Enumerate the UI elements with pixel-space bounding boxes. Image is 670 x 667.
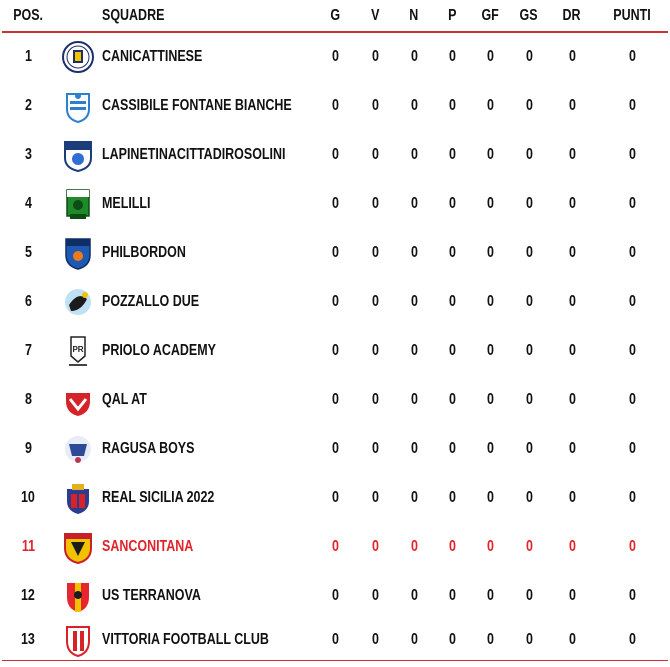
stat-v: 0: [371, 96, 379, 114]
philbordon-crest-icon: [61, 236, 95, 270]
stat-v: 0: [371, 292, 379, 310]
priolo-crest-icon: [61, 334, 95, 368]
stat-g: 0: [331, 586, 339, 604]
team-link[interactable]: CANICATTINESE: [102, 48, 203, 65]
stat-g: 0: [331, 145, 339, 163]
stat-g: 0: [331, 48, 339, 65]
stat-gf: 0: [486, 537, 494, 555]
stat-n: 0: [410, 292, 418, 310]
stat-n: 0: [410, 439, 418, 457]
stat-v: 0: [371, 488, 379, 506]
stat-gs: 0: [525, 341, 533, 359]
stat-v: 0: [371, 537, 379, 555]
team-logo-cell: [54, 571, 102, 620]
position-link[interactable]: 2: [24, 96, 32, 114]
stat-punti: 0: [628, 537, 636, 555]
stat-v: 0: [371, 145, 379, 163]
team-name-cell[interactable]: [102, 375, 314, 424]
stat-p: 0: [448, 194, 456, 212]
team-name-cell[interactable]: [102, 326, 314, 375]
stat-dr: 0: [568, 341, 576, 359]
stat-v: 0: [371, 586, 379, 604]
table-row: [2, 620, 668, 660]
stat-punti: 0: [628, 390, 636, 408]
table-row: [2, 277, 668, 326]
stat-p: 0: [448, 292, 456, 310]
position-link[interactable]: 1: [24, 48, 32, 65]
team-link[interactable]: POZZALLO DUE: [102, 292, 200, 310]
stat-dr: 0: [568, 48, 576, 65]
real-sicilia-crest-icon: [61, 481, 95, 515]
stat-punti: 0: [628, 488, 636, 506]
team-logo-cell: [54, 424, 102, 473]
stat-gs: 0: [525, 488, 533, 506]
team-logo-cell: [54, 81, 102, 130]
team-name-cell[interactable]: [102, 620, 314, 660]
stat-gf: 0: [486, 292, 494, 310]
team-logo-cell: [54, 228, 102, 277]
team-link[interactable]: VITTORIA FOOTBALL CLUB: [102, 630, 269, 648]
position-link[interactable]: 10: [21, 488, 35, 506]
stat-gf: 0: [486, 243, 494, 261]
col-logo: [54, 0, 102, 32]
team-link[interactable]: QAL AT: [102, 390, 147, 408]
stat-g: 0: [331, 537, 339, 555]
stat-dr: 0: [568, 439, 576, 457]
stat-g: 0: [331, 292, 339, 310]
stat-gs: 0: [525, 537, 533, 555]
table-row: [2, 375, 668, 424]
stat-punti: 0: [628, 243, 636, 261]
stat-p: 0: [448, 630, 456, 648]
terranova-crest-icon: [61, 579, 95, 613]
stat-punti: 0: [628, 145, 636, 163]
stat-g: 0: [331, 243, 339, 261]
stat-v: 0: [371, 439, 379, 457]
table-row: [2, 32, 668, 81]
team-logo-cell: [54, 32, 102, 81]
team-logo-cell: [54, 326, 102, 375]
position-link[interactable]: 4: [24, 194, 32, 212]
team-name-cell[interactable]: [102, 571, 314, 620]
col-pos: POS.: [2, 0, 54, 32]
stat-n: 0: [410, 630, 418, 648]
row-position[interactable]: [2, 32, 54, 81]
table-row: [2, 326, 668, 375]
stat-v: 0: [371, 194, 379, 212]
stat-p: 0: [448, 96, 456, 114]
qalat-crest-icon: [61, 383, 95, 417]
team-name-cell[interactable]: [102, 32, 314, 81]
row-position[interactable]: [2, 571, 54, 620]
team-logo-cell: [54, 130, 102, 179]
sanconitana-crest-icon: [61, 530, 95, 564]
col-squadre: SQUADRE: [102, 0, 314, 32]
stat-g: 0: [331, 390, 339, 408]
stat-punti: 0: [628, 96, 636, 114]
stat-punti: 0: [628, 586, 636, 604]
stat-g: 0: [331, 341, 339, 359]
table-body: [2, 32, 668, 660]
stat-p: 0: [448, 537, 456, 555]
stat-g: 0: [331, 96, 339, 114]
team-link[interactable]: SANCONITANA: [102, 537, 194, 555]
stat-dr: 0: [568, 292, 576, 310]
cassibile-crest-icon: [61, 89, 95, 123]
stat-dr: 0: [568, 488, 576, 506]
col-gs: GS: [510, 0, 548, 32]
row-position[interactable]: [2, 228, 54, 277]
stat-gs: 0: [525, 390, 533, 408]
team-link[interactable]: REAL SICILIA 2022: [102, 488, 215, 506]
stat-gf: 0: [486, 488, 494, 506]
stat-n: 0: [410, 243, 418, 261]
stat-gs: 0: [525, 145, 533, 163]
stat-punti: 0: [628, 48, 636, 65]
col-gf: GF: [470, 0, 510, 32]
stat-dr: 0: [568, 96, 576, 114]
svg-text:PR: PR: [72, 344, 84, 354]
stat-gs: 0: [525, 96, 533, 114]
position-link[interactable]: 5: [24, 243, 32, 261]
team-name-cell[interactable]: [102, 277, 314, 326]
stat-gf: 0: [486, 194, 494, 212]
stat-gf: 0: [486, 48, 494, 65]
stat-p: 0: [448, 145, 456, 163]
team-logo-cell: [54, 179, 102, 228]
stat-p: 0: [448, 439, 456, 457]
stat-n: 0: [410, 341, 418, 359]
stat-n: 0: [410, 96, 418, 114]
stat-gf: 0: [486, 96, 494, 114]
team-logo-cell: [54, 277, 102, 326]
table-row: [2, 130, 668, 179]
stat-dr: 0: [568, 586, 576, 604]
col-n: N: [394, 0, 434, 32]
stat-gf: 0: [486, 390, 494, 408]
standings-table: [2, 0, 668, 661]
team-link[interactable]: PRIOLO ACADEMY: [102, 341, 216, 359]
row-position[interactable]: [2, 277, 54, 326]
row-position[interactable]: [2, 473, 54, 522]
stat-dr: 0: [568, 243, 576, 261]
stat-punti: 0: [628, 194, 636, 212]
table-row: [2, 179, 668, 228]
team-name-cell[interactable]: [102, 130, 314, 179]
stat-n: 0: [410, 390, 418, 408]
stat-gs: 0: [525, 194, 533, 212]
team-logo-cell: [54, 620, 102, 660]
team-link[interactable]: PHILBORDON: [102, 243, 186, 261]
position-link[interactable]: 9: [24, 439, 32, 457]
table-row: [2, 522, 668, 571]
row-position[interactable]: [2, 179, 54, 228]
stat-gs: 0: [525, 243, 533, 261]
lapinetina-crest-icon: [61, 138, 95, 172]
row-position[interactable]: [2, 326, 54, 375]
stat-gf: 0: [486, 145, 494, 163]
stat-gs: 0: [525, 630, 533, 648]
stat-g: 0: [331, 630, 339, 648]
position-link[interactable]: 3: [24, 145, 32, 163]
canicattinese-crest-icon: [61, 40, 95, 74]
col-punti: PUNTI: [596, 0, 668, 32]
team-name-cell[interactable]: [102, 424, 314, 473]
position-link[interactable]: 11: [21, 537, 35, 555]
col-v: V: [356, 0, 394, 32]
ragusa-boys-crest-icon: [61, 432, 95, 466]
table-row: [2, 473, 668, 522]
team-link[interactable]: RAGUSA BOYS: [102, 439, 195, 457]
team-name-cell[interactable]: [102, 179, 314, 228]
team-name-cell[interactable]: [102, 522, 314, 571]
team-name-cell[interactable]: [102, 81, 314, 130]
stat-v: 0: [371, 390, 379, 408]
pozzallo-crest-icon: [61, 285, 95, 319]
stat-punti: 0: [628, 439, 636, 457]
stat-punti: 0: [628, 341, 636, 359]
col-p: P: [434, 0, 470, 32]
stat-gs: 0: [525, 586, 533, 604]
team-link[interactable]: US TERRANOVA: [102, 586, 201, 604]
stat-dr: 0: [568, 194, 576, 212]
stat-p: 0: [448, 341, 456, 359]
stat-gs: 0: [525, 48, 533, 65]
row-position[interactable]: [2, 375, 54, 424]
stat-v: 0: [371, 341, 379, 359]
col-dr: DR: [548, 0, 596, 32]
stat-dr: 0: [568, 390, 576, 408]
stat-p: 0: [448, 390, 456, 408]
position-link[interactable]: 7: [24, 341, 32, 359]
stat-n: 0: [410, 194, 418, 212]
table-row: [2, 424, 668, 473]
stat-g: 0: [331, 488, 339, 506]
position-link[interactable]: 8: [24, 390, 32, 408]
stat-gf: 0: [486, 341, 494, 359]
row-position[interactable]: [2, 81, 54, 130]
team-logo-cell: [54, 473, 102, 522]
vittoria-crest-icon: [61, 623, 95, 657]
stat-g: 0: [331, 194, 339, 212]
team-name-cell[interactable]: [102, 228, 314, 277]
stat-g: 0: [331, 439, 339, 457]
stat-n: 0: [410, 537, 418, 555]
position-link[interactable]: 13: [21, 630, 35, 648]
row-position[interactable]: [2, 620, 54, 660]
stat-dr: 0: [568, 630, 576, 648]
stat-n: 0: [410, 586, 418, 604]
team-logo-cell: [54, 522, 102, 571]
row-position[interactable]: [2, 424, 54, 473]
table-row: [2, 571, 668, 620]
team-link[interactable]: CASSIBILE FONTANE BIANCHE: [102, 96, 292, 114]
stat-punti: 0: [628, 630, 636, 648]
stat-p: 0: [448, 488, 456, 506]
stat-n: 0: [410, 48, 418, 65]
stat-punti: 0: [628, 292, 636, 310]
col-g: G: [314, 0, 356, 32]
team-link[interactable]: LAPINETINACITTADIROSOLINI: [102, 145, 286, 163]
row-position[interactable]: [2, 130, 54, 179]
stat-p: 0: [448, 586, 456, 604]
stat-gf: 0: [486, 586, 494, 604]
stat-gs: 0: [525, 439, 533, 457]
table-row: [2, 228, 668, 277]
melilli-crest-icon: [61, 187, 95, 221]
stat-gf: 0: [486, 630, 494, 648]
team-link[interactable]: MELILLI: [102, 194, 151, 212]
stat-gs: 0: [525, 292, 533, 310]
position-link[interactable]: 12: [21, 586, 35, 604]
table-header: [2, 0, 668, 32]
team-logo-cell: [54, 375, 102, 424]
row-position[interactable]: [2, 522, 54, 571]
position-link[interactable]: 6: [24, 292, 32, 310]
stat-gf: 0: [486, 439, 494, 457]
stat-v: 0: [371, 243, 379, 261]
stat-dr: 0: [568, 145, 576, 163]
table-row: [2, 81, 668, 130]
stat-n: 0: [410, 145, 418, 163]
team-name-cell[interactable]: [102, 473, 314, 522]
stat-dr: 0: [568, 537, 576, 555]
stat-v: 0: [371, 630, 379, 648]
stat-n: 0: [410, 488, 418, 506]
stat-p: 0: [448, 48, 456, 65]
stat-p: 0: [448, 243, 456, 261]
stat-v: 0: [371, 48, 379, 65]
